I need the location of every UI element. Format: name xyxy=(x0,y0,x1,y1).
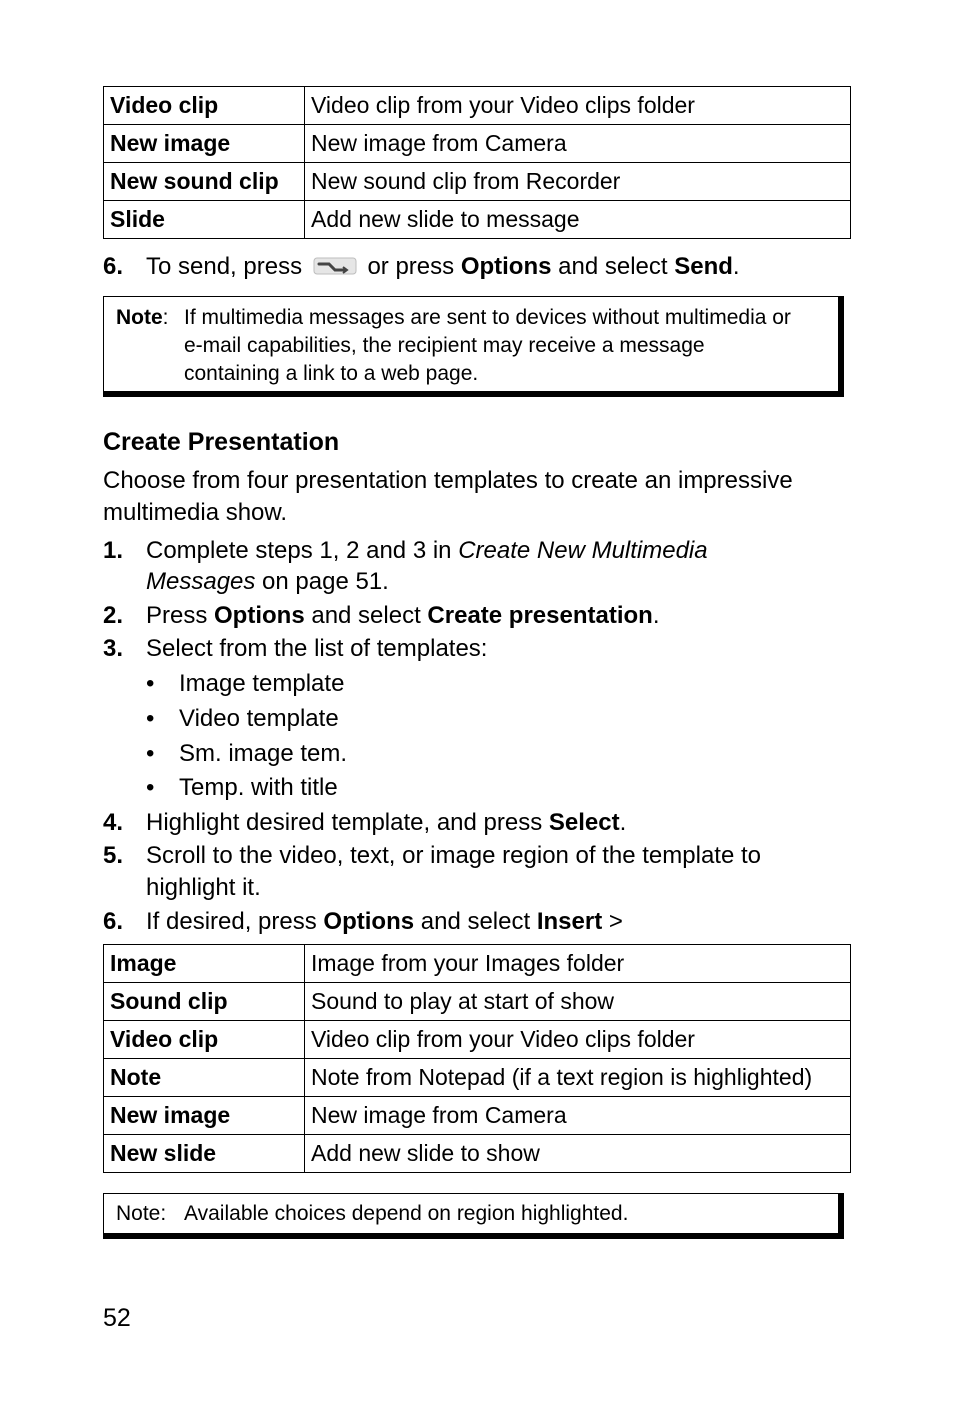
step-text: Press xyxy=(146,602,215,629)
step-5-cont: highlight it. xyxy=(146,874,261,901)
table-row xyxy=(104,945,851,983)
table-key: Video clip xyxy=(104,1021,305,1059)
step-text: and select xyxy=(558,253,668,280)
step-number: 5. xyxy=(103,842,124,869)
bullet-icon: • xyxy=(146,705,155,732)
bullet-icon: • xyxy=(146,740,155,767)
options-table-bottom xyxy=(103,944,851,1173)
insert-keyword: Insert xyxy=(536,908,603,935)
table-value: Image from your Images folder xyxy=(305,945,851,983)
table-value: New image from Camera xyxy=(305,125,851,163)
table-value: Sound to play at start of show xyxy=(305,983,851,1021)
step-4 xyxy=(146,807,626,839)
step-text: and select xyxy=(414,908,537,935)
step-text: > xyxy=(602,908,623,935)
table-key: Slide xyxy=(104,201,305,239)
table-value: New sound clip from Recorder xyxy=(305,163,851,201)
table-key: New image xyxy=(104,125,305,163)
table-row xyxy=(104,201,851,239)
template-item: Video template xyxy=(179,705,339,732)
table-key: Video clip xyxy=(104,87,305,125)
note-box xyxy=(103,296,844,397)
note-line: containing a link to a web page. xyxy=(184,362,479,385)
step-number: 4. xyxy=(103,809,124,836)
table-key: Image xyxy=(104,945,305,983)
step-number: 6. xyxy=(103,908,124,935)
table-row xyxy=(104,125,851,163)
step-3: Select from the list of templates: xyxy=(146,635,488,662)
table-row xyxy=(104,1097,851,1135)
step-send xyxy=(146,251,740,283)
note-text xyxy=(184,304,844,388)
table-value: Video clip from your Video clips folder xyxy=(305,1021,851,1059)
step-text: If desired, press xyxy=(146,908,324,935)
template-item: Sm. image tem. xyxy=(179,740,348,767)
step-number: 6. xyxy=(103,253,124,280)
options-keyword: Options xyxy=(323,908,415,935)
table-key: Note xyxy=(104,1059,305,1097)
table-row xyxy=(104,163,851,201)
template-item: Temp. with title xyxy=(179,774,338,801)
intro-line: Choose from four presentation templates to create an impressive xyxy=(103,467,793,494)
table-key: New slide xyxy=(104,1135,305,1173)
create-presentation-keyword: Create presentation xyxy=(427,602,653,629)
step-text: Complete steps 1, 2 and 3 in xyxy=(146,537,459,564)
note-box xyxy=(103,1193,844,1239)
step-number: 2. xyxy=(103,602,124,629)
page-number: 52 xyxy=(103,1304,131,1332)
note-text: Available choices depend on region highlighted. xyxy=(184,1202,629,1225)
step-2 xyxy=(146,600,660,632)
link-reference: Messages xyxy=(146,568,256,595)
table-value: New image from Camera xyxy=(305,1097,851,1135)
table-value: Note from Notepad (if a text region is highlighted) xyxy=(305,1059,851,1097)
table-row xyxy=(104,1135,851,1173)
table-value: Add new slide to show xyxy=(305,1135,851,1173)
step-number: 3. xyxy=(103,635,124,662)
note-label xyxy=(116,304,169,332)
note-line: If multimedia messages are sent to devices without multimedia or xyxy=(184,306,791,329)
table-value: Video clip from your Video clips folder xyxy=(305,87,851,125)
step-text: or press xyxy=(367,253,455,280)
step-1 xyxy=(146,535,708,567)
step-text: . xyxy=(732,253,740,280)
table-row xyxy=(104,983,851,1021)
step-6 xyxy=(146,906,623,938)
section-heading: Create Presentation xyxy=(103,428,340,456)
select-keyword: Select xyxy=(548,809,620,836)
bullet-icon: • xyxy=(146,774,155,801)
intro-line: multimedia show. xyxy=(103,499,288,526)
step-1-cont xyxy=(146,566,389,598)
step-text: on page 51. xyxy=(255,568,389,595)
step-text: . xyxy=(652,602,660,629)
table-key: Sound clip xyxy=(104,983,305,1021)
table-key: New sound clip xyxy=(104,163,305,201)
step-text: To send, press xyxy=(146,253,303,280)
note-label-text: Note xyxy=(116,306,163,329)
note-colon: : xyxy=(162,306,169,329)
table-row xyxy=(104,1059,851,1097)
note-line: e-mail capabilities, the recipient may receive a message xyxy=(184,334,705,357)
bullet-icon: • xyxy=(146,670,155,697)
options-keyword: Options xyxy=(460,253,552,280)
step-text: . xyxy=(619,809,627,836)
step-5: Scroll to the video, text, or image region of the template to xyxy=(146,842,761,869)
step-number: 1. xyxy=(103,537,124,564)
table-value: Add new slide to message xyxy=(305,201,851,239)
table-row xyxy=(104,87,851,125)
link-reference: Create New Multimedia xyxy=(458,537,708,564)
options-table-top xyxy=(103,86,851,239)
step-text: Highlight desired template, and press xyxy=(146,809,549,836)
table-key: New image xyxy=(104,1097,305,1135)
send-keyword: Send xyxy=(674,253,733,280)
step-text: and select xyxy=(304,602,428,629)
options-keyword: Options xyxy=(214,602,305,629)
template-item: Image template xyxy=(179,670,345,697)
table-row xyxy=(104,1021,851,1059)
note-label: Note: xyxy=(116,1202,167,1225)
send-key-icon xyxy=(313,254,357,276)
